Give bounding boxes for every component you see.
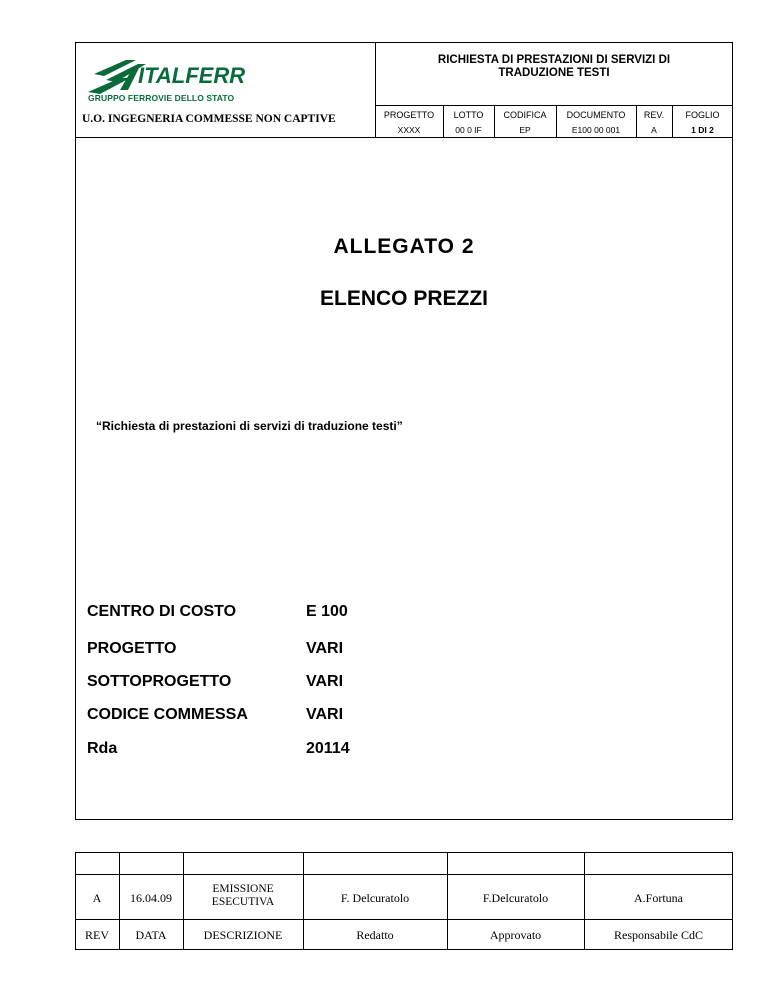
header-title-line1: RICHIESTA DI PRESTAZIONI DI SERVIZI DI (437, 54, 671, 66)
info-label: Rda (87, 740, 118, 757)
revision-row-line (75, 874, 733, 875)
revision-header-rev: REV (85, 928, 109, 942)
field-label-foglio: FOGLIO (685, 110, 720, 120)
logo-group: GRUPPO FERROVIE DELLO STATO (88, 93, 235, 103)
allegato-title: ALLEGATO 2 (333, 235, 475, 258)
revision-rev: A (92, 891, 102, 905)
field-value-progetto: XXXX (397, 125, 421, 135)
info-value: VARI (306, 640, 344, 657)
info-label: CENTRO DI COSTO (87, 603, 237, 620)
info-value: 20114 (306, 740, 350, 757)
field-value-foglio: 1 DI 2 (691, 125, 714, 135)
field-label-codifica: CODIFICA (503, 110, 547, 120)
info-value: VARI (306, 673, 344, 690)
header-title (375, 54, 733, 80)
revision-description (183, 883, 303, 909)
info-value: E 100 (306, 603, 348, 620)
revision-description-line1: EMISSIONE (212, 883, 274, 895)
field-value-rev: A (651, 125, 657, 135)
revision-date: 16.04.09 (130, 891, 172, 905)
header-bottom-line (75, 137, 733, 138)
subject-quote: “Richiesta di prestazioni di servizi di traduzione testi” (96, 419, 403, 433)
field-label-lotto: LOTTO (453, 110, 484, 120)
logo-name: ITALFERR (138, 63, 246, 88)
unit-name: U.O. INGEGNERIA COMMESSE NON CAPTIVE (82, 113, 336, 125)
field-value-codifica: EP (519, 125, 531, 135)
info-label: CODICE COMMESSA (87, 706, 248, 723)
field-label-documento: DOCUMENTO (566, 110, 626, 120)
header-separator (375, 105, 733, 106)
revision-responsabile: A.Fortuna (634, 891, 683, 905)
revision-header-approvato: Approvato (489, 928, 542, 942)
revision-header-data: DATA (135, 928, 167, 942)
revision-header-responsabile: Responsabile CdC (614, 928, 703, 942)
revision-description-line2: ESECUTIVA (211, 896, 275, 908)
revision-row-line (75, 919, 733, 920)
field-value-documento: E100 00 001 (571, 125, 621, 135)
revision-header-descrizione: DESCRIZIONE (203, 928, 283, 942)
header-title-line2: TRADUZIONE TESTI (498, 67, 610, 79)
info-label: PROGETTO (87, 640, 177, 657)
field-value-lotto: 00 0 IF (455, 125, 482, 135)
revision-header-redatto: Redatto (356, 928, 394, 942)
info-value: VARI (306, 706, 344, 723)
revision-approvato: F.Delcuratolo (482, 891, 549, 905)
field-label-progetto: PROGETTO (383, 110, 435, 120)
field-label-rev: REV. (643, 110, 665, 120)
elenco-title: ELENCO PREZZI (319, 287, 488, 310)
revision-redatto: F. Delcuratolo (340, 891, 410, 905)
info-label: SOTTOPROGETTO (87, 673, 232, 690)
